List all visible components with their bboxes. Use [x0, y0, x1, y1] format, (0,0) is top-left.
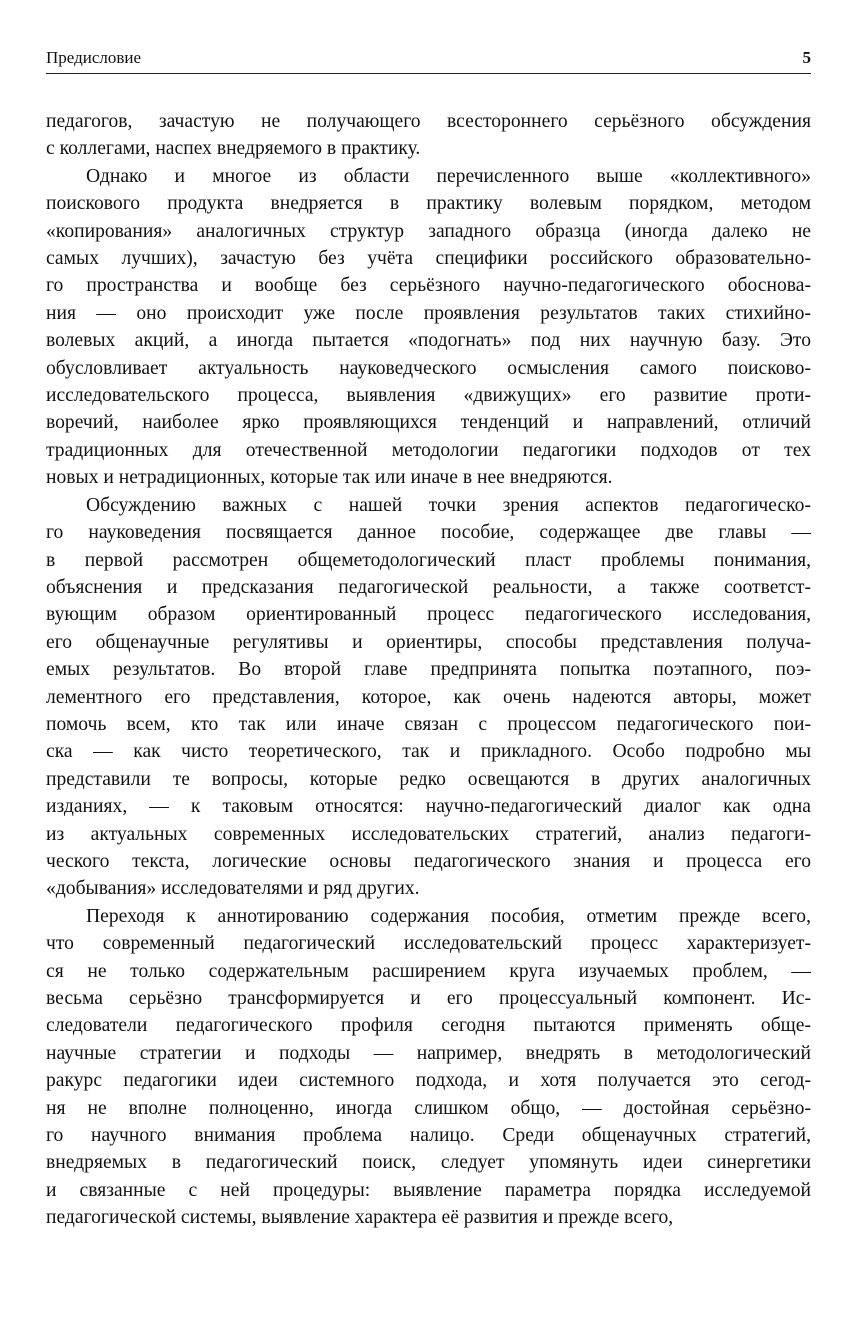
- text-line: научные стратегии и подходы — например, внедрять в методологический: [46, 1042, 811, 1064]
- text-line: и связанные с ней процедуры: выявление параметра порядка исследуемой: [46, 1179, 811, 1201]
- text-line: воречий, наиболее ярко проявляющихся тенденций и направлений, отличий: [46, 412, 811, 434]
- paragraph: [46, 492, 811, 903]
- text-line: емых результатов. Во второй главе предпринята попытка поэтапного, поэ-: [46, 659, 811, 681]
- text-line: обусловливает актуальность науковедческого осмысления самого поисково-: [46, 357, 811, 379]
- text-line: поискового продукта внедряется в практику волевым порядком, методом: [46, 193, 811, 215]
- running-header: [46, 48, 811, 74]
- text-line: педагогической системы, выявление характера её развития и прежде всего,: [46, 1207, 674, 1229]
- text-line: изданиях, — к таковым относятся: научно-педагогический диалог как одна: [46, 796, 811, 818]
- text-line: представили те вопросы, которые редко освещаются в других аналогичных: [46, 768, 811, 790]
- text-line: Однако и многое из области перечисленного выше «коллективного»: [86, 165, 811, 187]
- text-line: педагогов, зачастую не получающего всестороннего серьёзного обсуждения: [46, 111, 811, 132]
- text-line: с коллегами, наспех внедряемого в практику.: [46, 138, 421, 160]
- text-line: новых и нетрадиционных, которые так или иначе в нее внедряются.: [46, 467, 613, 489]
- paragraph: [46, 903, 811, 1232]
- text-line: ся не только содержательным расширением круга изучаемых проблем, —: [46, 960, 811, 982]
- text-line: «добывания» исследователями и ряд других.: [46, 878, 420, 900]
- text-line: Обсуждению важных с нашей точки зрения аспектов педагогическо-: [86, 494, 811, 516]
- text-line: объяснения и предсказания педагогической реальности, а также соответст-: [46, 576, 811, 598]
- text-line: ска — как чисто теоретического, так и прикладного. Особо подробно мы: [46, 741, 811, 763]
- text-line: лементного его представления, которое, как очень надеются авторы, может: [46, 686, 811, 708]
- text-line: ния — оно происходит уже после проявления результатов таких стихийно-: [46, 302, 811, 324]
- text-line: ня не вполне полноценно, иногда слишком общо, — достойная серьёзно-: [46, 1097, 811, 1119]
- text-line: го науковедения посвящается данное пособие, содержащее две главы —: [46, 522, 811, 544]
- text-line: вующим образом ориентированный процесс педагогического исследования,: [46, 604, 811, 626]
- text-line: ракурс педагогики идеи системного подхода, и хотя получается это сегод-: [46, 1070, 811, 1092]
- text-line: исследовательского процесса, выявления «движущих» его развитие проти-: [46, 385, 811, 407]
- text-line: самых лучших), зачастую без учёта специфики российского образовательно-: [46, 248, 811, 270]
- book-page: [46, 48, 811, 1232]
- paragraph: [46, 163, 811, 492]
- text-line: внедряемых в педагогический поиск, следует упомянуть идеи синергетики: [46, 1152, 811, 1174]
- text-line: из актуальных современных исследовательских стратегий, анализ педагоги-: [46, 823, 811, 845]
- text-line: в первой рассмотрен общеметодологический пласт проблемы понимания,: [46, 549, 811, 571]
- section-title: Предисловие: [46, 48, 142, 67]
- text-line: го научного внимания проблема налицо. Среди общенаучных стратегий,: [46, 1125, 811, 1147]
- text-line: весьма серьёзно трансформируется и его процессуальный компонент. Ис-: [46, 988, 811, 1009]
- text-line: что современный педагогический исследовательский процесс характеризует-: [46, 933, 811, 955]
- text-line: Переходя к аннотированию содержания пособия, отметим прежде всего,: [86, 905, 811, 927]
- page-number: 5: [802, 48, 811, 67]
- body-text: [46, 108, 811, 1232]
- paragraph: [46, 108, 811, 163]
- text-line: традиционных для отечественной методологии педагогики подходов от тех: [46, 439, 811, 461]
- text-line: «копирования» аналогичных структур западного образца (иногда далеко не: [46, 220, 811, 242]
- text-line: его общенаучные регулятивы и ориентиры, способы представления получа-: [46, 631, 811, 653]
- text-line: го пространства и вообще без серьёзного научно-педагогического обоснова-: [46, 275, 811, 297]
- text-line: помочь всем, кто так или иначе связан с процессом педагогического пои-: [46, 713, 811, 735]
- text-line: ческого текста, логические основы педагогического знания и процесса его: [46, 850, 811, 872]
- text-line: волевых акций, а иногда пытается «подогнать» под них научную базу. Это: [46, 330, 811, 352]
- text-line: следователи педагогического профиля сегодня пытаются применять обще-: [46, 1015, 811, 1037]
